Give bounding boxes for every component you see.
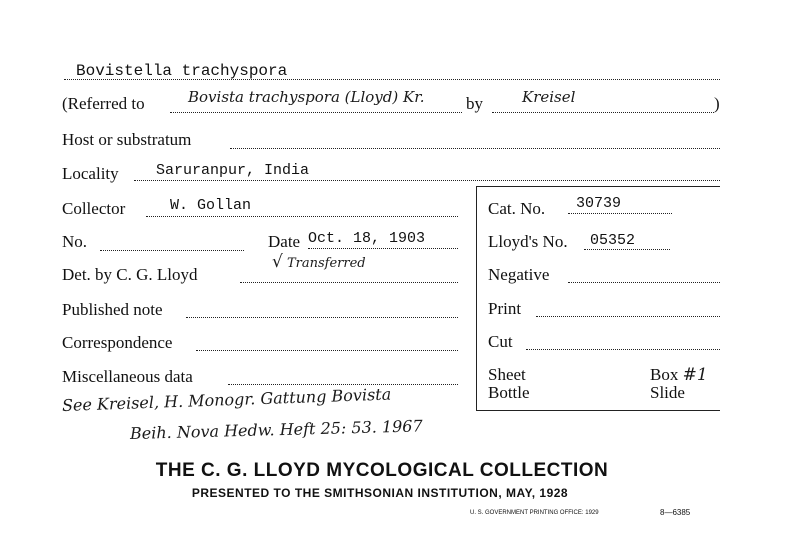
box-label: Box #1 — [650, 365, 708, 385]
locality-value: Saruranpur, India — [156, 162, 310, 179]
collector-line — [146, 216, 458, 217]
locality-label: Locality — [62, 164, 119, 183]
collector-value: W. Gollan — [170, 197, 252, 214]
catalog-box-top — [476, 186, 720, 187]
lloyds-no-line — [584, 249, 670, 250]
cut-label: Cut — [488, 332, 513, 351]
negative-label: Negative — [488, 265, 550, 284]
catalog-box-left — [476, 186, 477, 410]
cat-no-label: Cat. No. — [488, 199, 546, 218]
misc-label: Miscellaneous data — [62, 367, 193, 386]
referred-by-label: by — [466, 94, 483, 113]
locality-line — [134, 180, 720, 181]
cat-no-value: 30739 — [576, 195, 622, 212]
bottle-label: Bottle — [488, 383, 530, 402]
det-line — [240, 282, 458, 283]
referred-suffix: ) — [714, 94, 720, 113]
published-label: Published note — [62, 300, 163, 319]
referred-by-value: Kreisel — [522, 88, 576, 106]
lloyds-no-label: Lloyd's No. — [488, 232, 568, 251]
footer-subtitle: PRESENTED TO THE SMITHSONIAN INSTITUTION, MAY, 1928 — [191, 486, 569, 500]
correspondence-label: Correspondence — [62, 333, 173, 352]
handwritten-note-line-2: Beih. Nova Hedw. Heft 25: 53. 1967 — [129, 416, 423, 443]
date-label: Date — [268, 232, 301, 251]
lloyds-no-value: 05352 — [590, 232, 636, 249]
print-label: Print — [488, 299, 522, 318]
negative-line — [568, 282, 720, 283]
referred-line — [170, 112, 462, 113]
species-name: Bovistella trachyspora — [76, 62, 288, 80]
misc-line — [228, 384, 458, 385]
print-line — [536, 316, 720, 317]
no-label: No. — [62, 232, 88, 251]
referred-by-line — [492, 112, 714, 113]
printer-imprint: U. S. GOVERNMENT PRINTING OFFICE: 1929 — [470, 510, 599, 516]
det-label: Det. by C. G. Lloyd — [62, 265, 198, 284]
host-line — [230, 148, 720, 149]
referred-value: Bovista trachyspora (Lloyd) Kr. — [188, 88, 425, 106]
no-line — [100, 250, 244, 251]
date-line — [308, 248, 458, 249]
det-note: √ Transferred — [272, 252, 366, 272]
handwritten-note-line-1: See Kreisel, H. Monogr. Gattung Bovista — [61, 384, 392, 415]
sheet-label: Sheet — [488, 365, 526, 384]
species-line — [64, 79, 720, 80]
published-line — [186, 317, 458, 318]
footer-title: THE C. G. LLOYD MYCOLOGICAL COLLECTION — [155, 460, 609, 481]
catalog-box-bottom — [476, 410, 720, 411]
collector-label: Collector — [62, 199, 126, 218]
correspondence-line — [196, 350, 458, 351]
date-value: Oct. 18, 1903 — [308, 230, 426, 247]
cat-no-line — [568, 213, 672, 214]
slide-label: Slide — [650, 383, 685, 402]
cut-line — [526, 349, 720, 350]
host-label: Host or substratum — [62, 130, 192, 149]
referred-prefix-label: (Referred to — [62, 94, 145, 113]
form-number: 8—6385 — [660, 508, 691, 517]
